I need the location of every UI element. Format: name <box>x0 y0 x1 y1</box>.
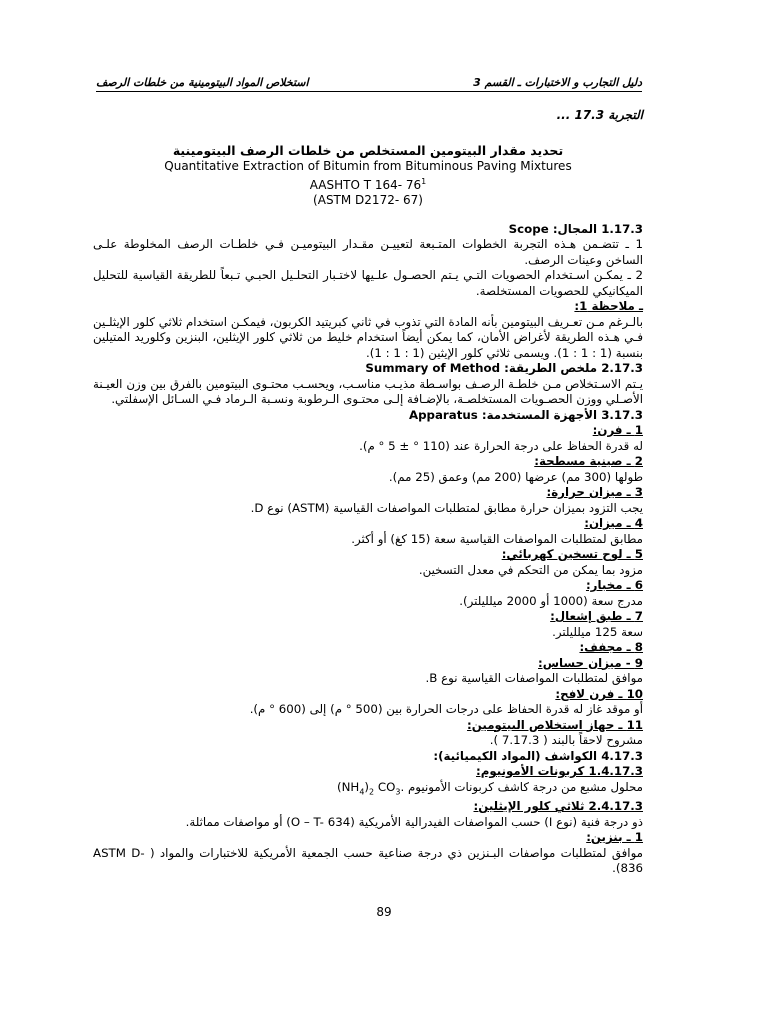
apparatus-item-title: 5 ـ لوح تسخين كهربائي: <box>501 547 643 561</box>
scope-paragraph-1: 1 ـ تتضـمن هـذه التجربة الخطوات المتـبعة لتعييـن مقـدار البيتوميـن فـي خلطـات الرصف المخلوطة علـى الساخن وعينات الرصف. <box>93 237 643 267</box>
apparatus-item-title: 8 ـ مجفف: <box>579 640 643 654</box>
reagent-1-formula: $(NH_4)_2$ $CO_3$. <box>337 779 405 796</box>
reagent-3-text: موافق لمتطلبات مواصفات البـنزين ذي درجة صناعية حسب الجمعية الأمريكية للاختبارات والمواد ( ASTM D- 836). <box>93 845 643 876</box>
summary-heading: 2.17.3 ملخص الطريقة: Summary of Method <box>365 361 643 375</box>
apparatus-item-text: أو موقد غاز له قدرة الحفاظ على درجات الحرارة بين (500 ° م) إلى (600 ° م). <box>249 702 643 716</box>
reagent-1-heading: 1.4.17.3 كربونات الأمونيوم: <box>476 764 643 778</box>
reagent-1-text <box>93 780 643 800</box>
apparatus-item-text: مدرج سعة (1000 أو 2000 ميلليلتر). <box>459 593 643 608</box>
title-aashto <box>93 174 643 193</box>
apparatus-item-text: سعة 125 ميلليلتر. <box>552 624 643 639</box>
apparatus-item-text: يجب التزود بميزان حرارة مطابق لمتطلبات المواصفات القياسية (ASTM) نوع D. <box>250 500 643 515</box>
apparatus-item-title: 11 ـ جهاز استخلاص البيتومين: <box>467 717 643 732</box>
apparatus-item-text: مزود بما يمكن من التحكم في معدل التسخين. <box>418 562 643 577</box>
page-number: 89 <box>376 905 392 919</box>
reagent-1-desc: محلول مشبع من درجة كاشف كربونات الأمونيوم <box>407 779 643 794</box>
reagent-2-heading: 2.4.17.3 ثلاثي كلور الإيثلين: <box>473 799 643 814</box>
title-astm: (ASTM D2172- 67) <box>313 192 423 207</box>
note-text: بالـرغم مـن تعـريف البيتومين بأنه المادة التي تذوب في ثاني كبريتيد الكربون، فيمكـن استخدام ثلاثي كلور الإيثلـين فـي هـذه الطريقة لأغراض الأمان، كما يمكن أيضاً استخدام خليط من ثلاثي كلور الإيثلين، البنزين وكلوريد المتيلين بنسبة (1 : 1 : 1). ويسمى ثلاثي كلور الإيثين (1 : 1 : 1). <box>93 314 643 360</box>
scope-paragraph-2: 2 ـ يمكـن اسـتخدام الحصويات التـي يـتم الحصـول علـيها لاختـبار التحلـيل الحبـي تـبعاً للطريقة القياسية للتحليل الميكانيكي للحصويات المستخلصة. <box>93 268 643 298</box>
aashto-footnote-mark: 1 <box>421 176 427 186</box>
header-guide-title: دليل التجارب و الاختبارات ـ القسم 3 <box>473 76 642 89</box>
scope-heading: 1.17.3 المجال: Scope <box>508 221 643 236</box>
header-chapter-title: استخلاص المواد البيتومينية من خلطات الرصف <box>96 76 309 89</box>
apparatus-item-text: مشروح لاحقاً بالبند ( 7.17.3 ). <box>489 733 643 747</box>
apparatus-item-title: 3 ـ ميزان حرارة: <box>546 485 643 499</box>
document-body <box>93 108 643 877</box>
apparatus-item-title: 2 ـ صينية مسطحة: <box>534 454 643 468</box>
running-header <box>96 72 642 92</box>
apparatus-item-title: 6 ـ مخبار: <box>585 578 643 592</box>
apparatus-item-title: 10 ـ فرن لافح: <box>555 686 643 701</box>
apparatus-heading: 3.17.3 الأجهزة المستخدمة: Apparatus <box>408 407 643 422</box>
apparatus-item-text: له قدرة الحفاظ على درجة الحرارة عند (110 ° ± 5 ° م). <box>359 438 643 453</box>
summary-text: يـتم الاسـتخلاص مـن خلطـة الرصـف بواسـطة مذيـب مناسـب، ويحسـب محتـوى البيتومين بالفرق بين وزن العيـنة الأصـلي ووزن الحصـويات المستخلصـة، بالإضـافة إلـى محتـوى الـرطوبة ونسـبة الـرماد فـي السـائل الإسفلتي. <box>93 376 643 406</box>
apparatus-item-title: 4 ـ ميزان: <box>584 516 643 530</box>
apparatus-item-title: 1 ـ فرن: <box>592 423 643 437</box>
reagent-3-heading: 1 ـ بنزين: <box>586 830 643 845</box>
experiment-label: التجربة 17.3 ... <box>556 108 643 122</box>
header-rule <box>96 91 642 92</box>
apparatus-item-title: 7 ـ طبق إشعال: <box>550 609 643 623</box>
apparatus-item-text: طولها (300 مم) عرضها (200 مم) وعمق (25 مم). <box>388 469 643 484</box>
apparatus-item-title: 9 - ميزان حساس: <box>538 655 643 670</box>
title-arabic: تحديد مقدار البيتومين المستخلص من خلطات الرصف البيتومينية <box>172 142 564 158</box>
apparatus-item-text: مطابق لمتطلبات المواصفات القياسية سعة (15 كغ) أو أكثر. <box>351 531 643 546</box>
title-block <box>93 142 643 208</box>
reagent-2-text: ذو درجة فنية (نوع I) حسب المواصفات الفيدرالية الأمريكية (O – T- 634) أو مواصفات مماثلة. <box>185 814 643 829</box>
apparatus-item-text: موافق لمتطلبات المواصفات القياسية نوع B. <box>425 671 643 685</box>
title-english: Quantitative Extraction of Bitumin from Bituminous Paving Mixtures <box>164 158 572 173</box>
note-heading: ـ ملاحظة 1: <box>574 299 643 313</box>
reagents-heading: 4.17.3 الكواشف (المواد الكيميائية): <box>433 748 643 763</box>
aashto-code: AASHTO T 164- 76 <box>309 177 422 192</box>
apparatus-list <box>93 423 643 749</box>
